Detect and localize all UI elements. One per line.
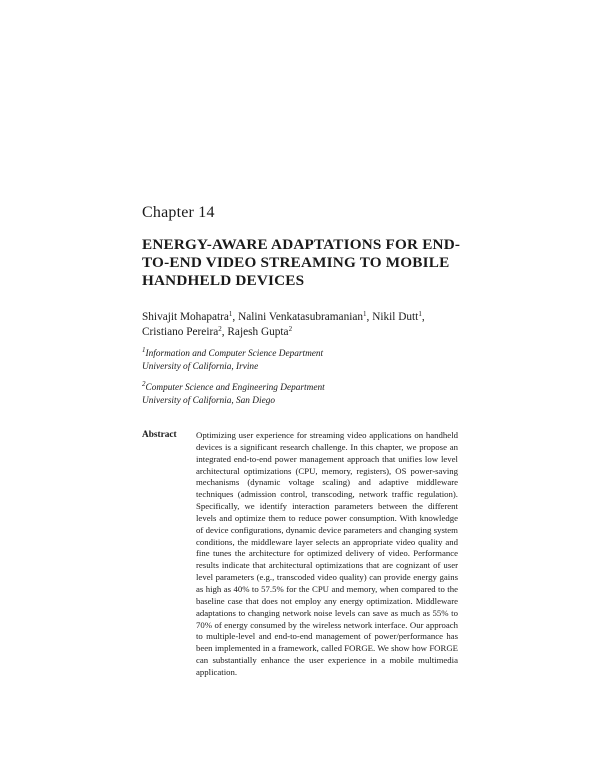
- chapter-title: [142, 236, 462, 290]
- chapter-heading: Chapter 14: [142, 204, 215, 221]
- affiliation-university: University of California, Irvine: [142, 361, 259, 372]
- author-affil-mark: 1: [418, 310, 422, 318]
- author-name: Cristiano Pereira: [142, 326, 219, 338]
- affiliation-department-text: Computer Science and Engineering Department: [145, 383, 325, 393]
- affiliation: [142, 382, 325, 407]
- author-affil-mark: 2: [218, 325, 222, 333]
- affiliation-department: [142, 348, 323, 361]
- affiliation-department: [142, 382, 325, 395]
- author-name: Nalini Venkatasubramanian: [238, 311, 364, 323]
- affiliation-department-text: Information and Computer Science Department: [145, 349, 324, 359]
- affiliation-mark: 2: [142, 380, 146, 388]
- title-line: TO-END VIDEO STREAMING TO MOBILE: [142, 254, 450, 271]
- affiliation-university: University of California, San Diego: [142, 395, 275, 406]
- author-line: Cristiano Pereira$^2$, Rajesh Gupta$^2$: [142, 325, 293, 338]
- title-line: HANDHELD DEVICES: [142, 272, 305, 289]
- author-name: Nikil Dutt: [372, 311, 419, 323]
- affiliation-mark: 1: [142, 346, 146, 354]
- abstract-label: Abstract: [142, 430, 177, 440]
- author-affil-mark: 2: [288, 325, 293, 333]
- author-name: Rajesh Gupta: [227, 326, 289, 338]
- author-affil-mark: 1: [363, 310, 367, 318]
- title-line: ENERGY-AWARE ADAPTATIONS FOR END-: [142, 236, 461, 253]
- author-line: Shivajit Mohapatra$^1$, Nalini Venkatasubramanian$^1$, Nikil Dutt$^1$,: [142, 310, 425, 323]
- author-list: [142, 310, 425, 340]
- author-affil-mark: 1: [228, 310, 233, 318]
- affiliation: [142, 348, 323, 373]
- author-name: Shivajit Mohapatra: [142, 311, 229, 323]
- abstract-text: Optimizing user experience for streaming video applications on handheld devices is a significant research challenge. In this chapter, we propose an integrated end-to-end power management approach that unifies low level architectural optimizations (CPU, memory, registers), OS power-saving mechanisms (dynamic voltage scaling) and adaptive middleware techniques (admission control, transcoding, network traffic regulation). Specifically, we identify interaction parameters between the different levels and optimize them to reduce power consumption. With knowledge of device configurations, dynamic device parameters and changing system conditions, the middleware layer selects an appropriate video quality and fine tunes the architecture for optimized delivery of video. Performance results indicate that architectural optimizations that are cognizant of user level parameters (e.g., transcoded video quality) can provide energy gains as high as 40% to 57.5% for the CPU and memory, when compared to the baseline case that does not employ any energy optimization. Middleware adaptations to changing network noise levels can save as much as 55% to 70% of energy consumed by the wireless network interface. Our approach to multiple-level and end-to-end management of power/performance has been implemented in a framework, called FORGE. We show how FORGE can substantially enhance the user experience in a mobile multimedia application.: [196, 430, 458, 677]
